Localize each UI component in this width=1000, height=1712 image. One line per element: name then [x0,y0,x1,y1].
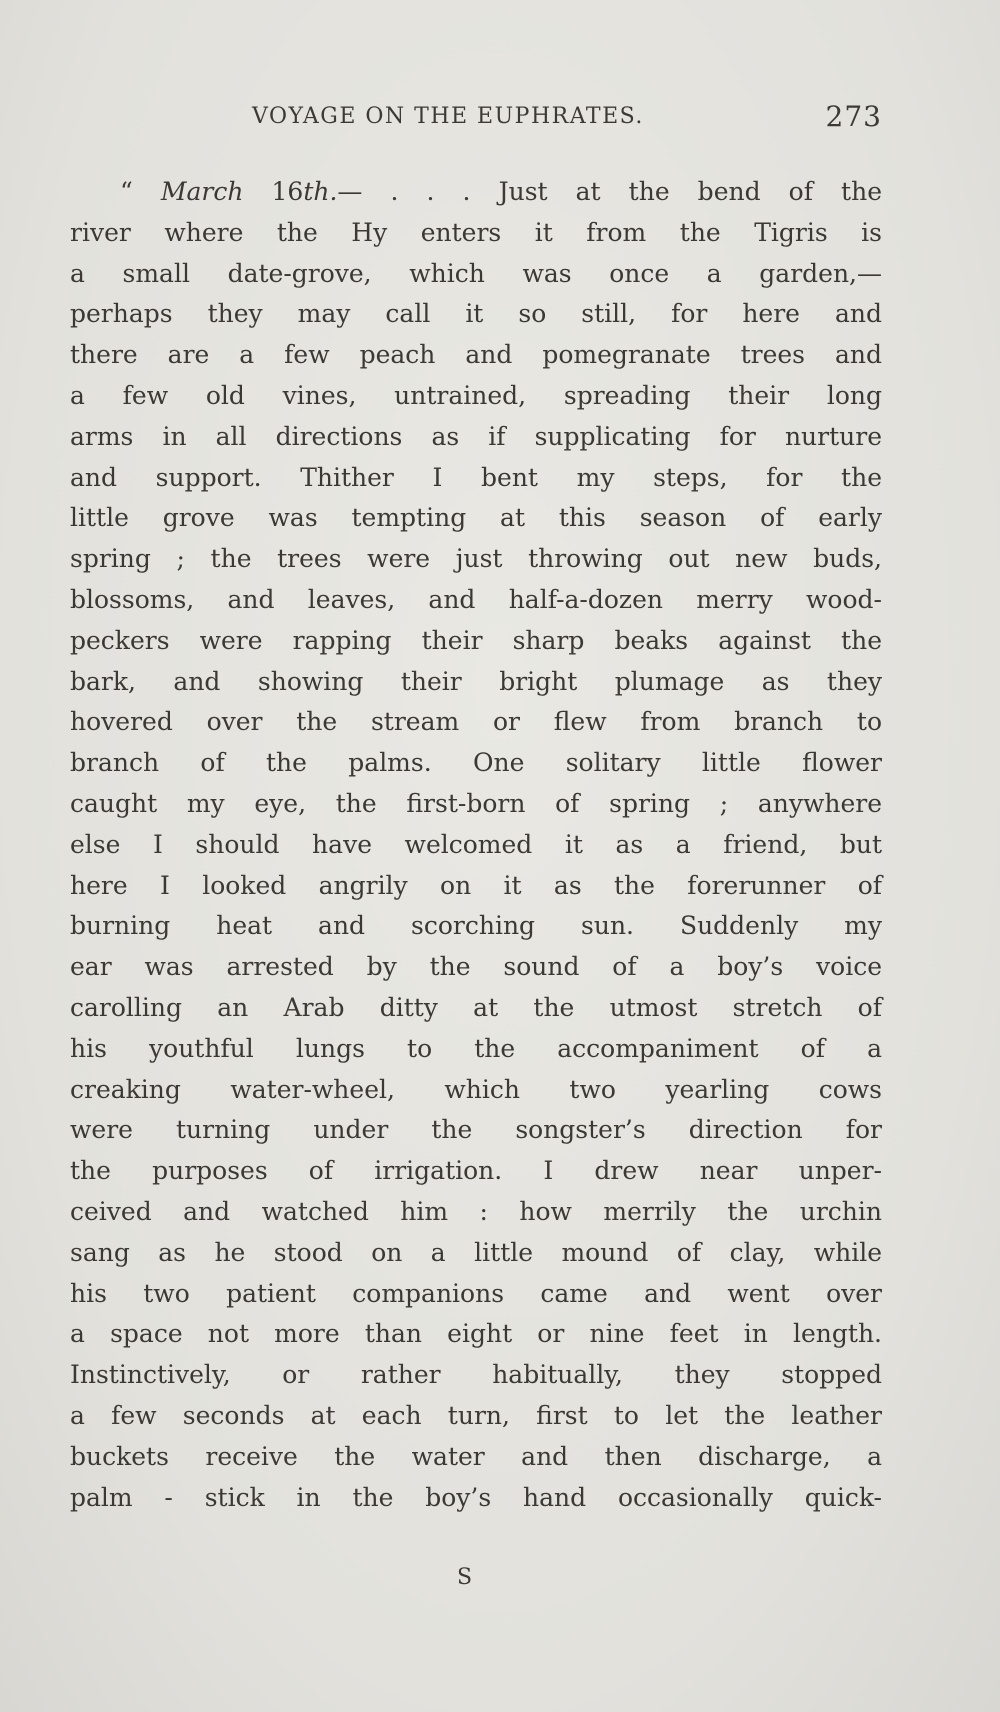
signature-mark: S [457,1565,473,1590]
text-line: blossoms, and leaves, and half-a-dozen merry wood- [70,584,882,614]
text-line: else I should have welcomed it as a friend, but [70,829,882,859]
text-line: a space not more than eight or nine feet in length. [70,1319,882,1349]
text-line: little grove was tempting at this season of early [70,503,882,533]
text-line: here I looked angrily on it as the forerunner of [70,870,882,900]
text-line: a few old vines, untrained, spreading their long [70,380,882,410]
text-line: sang as he stood on a little mound of clay, while [70,1237,882,1267]
date-month: March [160,177,244,206]
running-head [70,100,882,140]
text-line: river where the Hy enters it from the Tigris is [70,217,882,247]
text-line: hovered over the stream or flew from branch to [70,707,882,737]
text-lines [70,213,882,1519]
text-line: the purposes of irrigation. I drew near unper- [70,1156,882,1186]
text-line: perhaps they may call it so still, for here and [70,299,882,329]
body-text [70,172,882,1518]
text-line: arms in all directions as if supplicating for nurture [70,421,882,451]
running-title: VOYAGE ON THE EUPHRATES. [252,104,644,129]
text-line: spring ; the trees were just throwing out new buds, [70,544,882,574]
text-line: buckets receive the water and then discharge, a [70,1441,882,1471]
text-line: carolling an Arab ditty at the utmost stretch of [70,992,882,1022]
first-line-rest: — . . . Just at the bend of the [337,177,882,206]
date-day-suffix: th. [303,177,338,206]
text-line: Instinctively, or rather habitually, they stopped [70,1360,882,1390]
text-line: palm - stick in the boy’s hand occasionally quick- [70,1482,882,1512]
text-line: creaking water-wheel, which two yearling cows [70,1074,882,1104]
date-day: 16 [243,177,304,206]
text-line: and support. Thither I bent my steps, for the [70,462,882,492]
text-line: ceived and watched him : how merrily the urchin [70,1196,882,1226]
text-line: branch of the palms. One solitary little flower [70,748,882,778]
text-line: bark, and showing their bright plumage as they [70,666,882,696]
text-line: caught my eye, the first-born of spring ; anywhere [70,788,882,818]
open-quote: “ [120,177,161,206]
text-line: were turning under the songster’s direction for [70,1115,882,1145]
text-line: burning heat and scorching sun. Suddenly my [70,911,882,941]
text-line: a few seconds at each turn, first to let the leather [70,1400,882,1430]
text-line: his two patient companions came and went over [70,1278,882,1308]
page-number: 273 [825,100,882,133]
text-line: ear was arrested by the sound of a boy’s voice [70,952,882,982]
text-line: there are a few peach and pomegranate trees and [70,340,882,370]
text-line: his youthful lungs to the accompaniment of a [70,1033,882,1063]
text-line: a small date-grove, which was once a garden,— [70,258,882,288]
text-line: peckers were rapping their sharp beaks against the [70,625,882,655]
text-line-first [70,172,882,213]
